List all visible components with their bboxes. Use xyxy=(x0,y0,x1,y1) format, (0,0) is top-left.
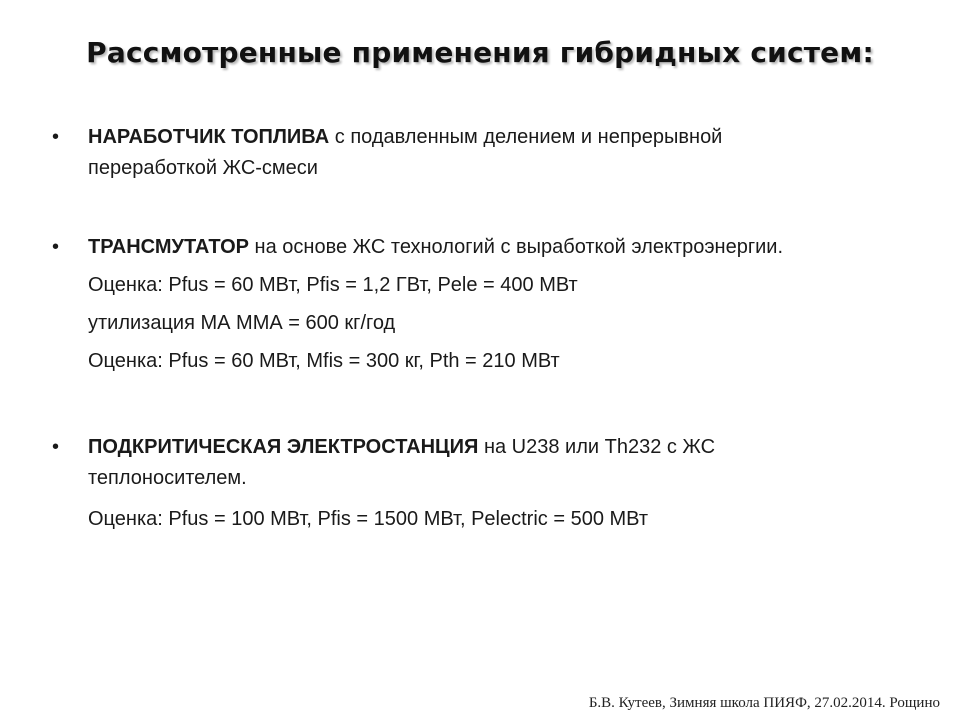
estimate-line: Оценка: Pfus = 60 МВт, Mfis = 300 кг, Pth = 210 МВт xyxy=(88,350,560,372)
bullet-text: на U238 или Th232 с ЖС xyxy=(478,436,716,458)
bullet-item-fuel-breeder xyxy=(52,122,912,184)
slide-title: Рассмотренные применения гибридных систем: xyxy=(86,36,874,69)
bullet-text: с подавленным делением и непрерывной xyxy=(329,126,723,148)
bullet-line xyxy=(52,432,912,463)
bullet-text: на основе ЖС технологий с выработкой электроэнергии. xyxy=(249,236,784,258)
bullet-lead: ПОДКРИТИЧЕСКАЯ ЭЛЕКТРОСТАНЦИЯ xyxy=(88,436,479,458)
bullet-item-subcritical-plant xyxy=(52,432,912,535)
bullet-continuation: переработкой ЖС-смеси xyxy=(88,157,318,179)
bullet-line xyxy=(52,232,912,263)
estimate-line: утилизация МА ММА = 600 кг/год xyxy=(88,312,396,334)
bullet-continuation: теплоносителем. xyxy=(88,467,247,489)
bullet-line xyxy=(52,122,912,153)
slide-footer: Б.В. Кутеев, Зимняя школа ПИЯФ, 27.02.2014. Рощино xyxy=(588,695,940,711)
bullet-item-transmutator xyxy=(52,232,912,377)
bullet-icon: • xyxy=(52,436,60,458)
bullet-lead: НАРАБОТЧИК ТОПЛИВА xyxy=(88,126,330,148)
bullet-icon: • xyxy=(52,126,60,148)
estimate-line: Оценка: Pfus = 100 МВт, Pfis = 1500 МВт, Pelectric = 500 МВт xyxy=(88,508,648,530)
bullet-lead: ТРАНСМУТАТОР xyxy=(88,236,249,258)
bullet-icon: • xyxy=(52,236,60,258)
estimate-line: Оценка: Pfus = 60 МВт, Pfis = 1,2 ГВт, Pele = 400 МВт xyxy=(88,274,578,296)
